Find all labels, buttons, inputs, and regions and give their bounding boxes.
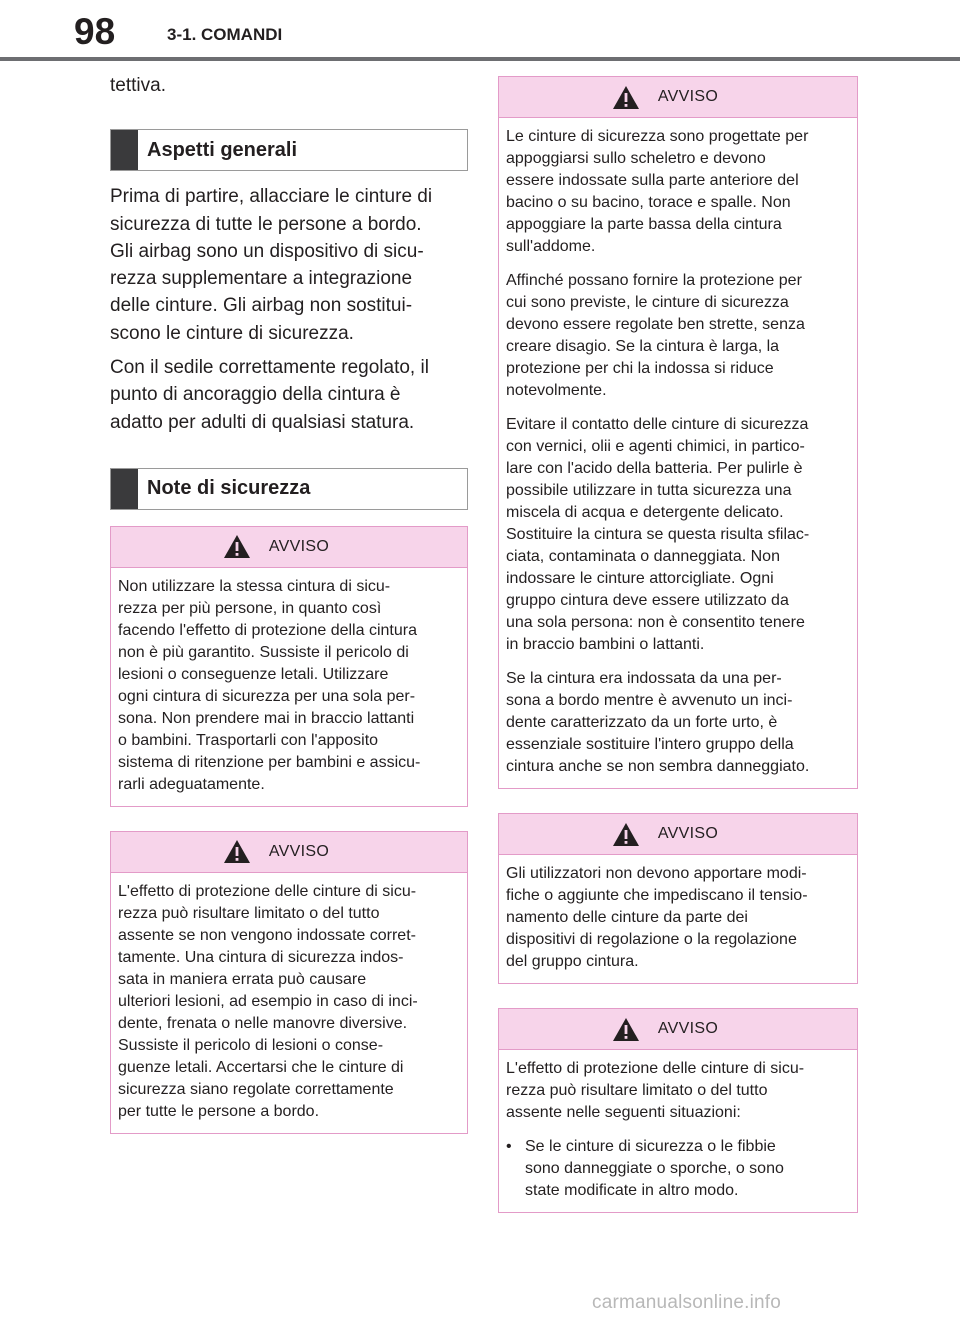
line: per tutte le persone a bordo. <box>118 1102 320 1120</box>
line: appoggiarsi sullo scheletro e devono <box>506 150 766 167</box>
line: sona a bordo mentre è avvenuto un inci- <box>506 692 793 709</box>
warning-triangle-icon <box>612 822 640 847</box>
warning-body <box>499 1050 857 1212</box>
line: indossare le cinture attorcigliate. Ogni <box>506 570 774 587</box>
line: o bambini. Trasportarli con l'apposito <box>118 731 379 749</box>
line: gruppo cintura deve essere utilizzato da <box>506 592 789 609</box>
warning-triangle-icon <box>612 1017 640 1042</box>
line: sona. Non prendere mai in braccio lattanti <box>118 709 415 727</box>
line: Gli airbag sono un dispositivo di sicu- <box>110 240 424 262</box>
line: bacino o su bacino, torace e spalle. Non <box>506 194 791 211</box>
warning-header <box>111 832 467 873</box>
line: Affinché possano fornire la protezione per <box>506 272 802 289</box>
line: namento delle cinture da parte dei <box>506 909 748 926</box>
line: state modificate in altro modo. <box>525 1182 739 1199</box>
warning-header <box>111 527 467 568</box>
warning-header <box>499 77 857 118</box>
warning-body <box>111 873 467 1133</box>
line: assente se non vengono indossate corret- <box>118 926 416 944</box>
line: sicurezza di tutte le persone a bordo. <box>110 213 422 235</box>
warning-paragraph <box>118 881 460 1123</box>
line: Sostituire la cintura se questa risulta sfilac- <box>506 526 810 543</box>
warning-box-5 <box>498 1008 858 1213</box>
line: sicurezza siano regolate correttamente <box>118 1080 394 1098</box>
warning-header <box>499 814 857 855</box>
general-paragraph-1 <box>110 183 468 347</box>
section-title-general: Aspetti generali <box>147 138 298 161</box>
left-column <box>110 62 468 1134</box>
line: Prima di partire, allacciare le cinture di <box>110 186 433 208</box>
warning-body <box>111 568 467 806</box>
line: Non utilizzare la stessa cintura di sicu- <box>118 577 391 595</box>
continuation-text <box>110 72 468 99</box>
warning-paragraph <box>506 414 850 656</box>
warning-paragraph <box>506 863 850 973</box>
line: tamente. Una cintura di sicurezza indos- <box>118 948 404 966</box>
warning-paragraph <box>506 126 850 258</box>
line: devono essere regolate ben strette, senza <box>506 316 805 333</box>
header-rule <box>0 57 960 61</box>
section-title-safety: Note di sicurezza <box>147 477 311 500</box>
warning-paragraph <box>118 576 460 796</box>
section-bar <box>111 469 138 509</box>
warning-triangle-icon <box>223 534 251 559</box>
line: Se le cinture di sicurezza o le fibbie <box>525 1138 776 1155</box>
general-paragraph-2 <box>110 354 468 436</box>
line: sata in maniera errata può causare <box>118 970 367 988</box>
line: appoggiare la parte bassa della cintura <box>506 216 782 233</box>
line: ciata, contaminata o danneggiata. Non <box>506 548 780 565</box>
warning-triangle-icon <box>612 85 640 110</box>
line: dispositivi di regolazione o la regolazione <box>506 931 797 948</box>
warning-title: AVVISO <box>268 842 330 860</box>
line: una sola persona: non è consentito tenere <box>506 614 805 631</box>
line: Se la cintura era indossata da una per- <box>506 670 782 687</box>
line: L'effetto di protezione delle cinture di sicu- <box>118 882 417 900</box>
line: Con il sedile correttamente regolato, il <box>110 357 429 379</box>
line: lesioni o conseguenze letali. Utilizzare <box>118 665 389 683</box>
bullet-item <box>506 1136 850 1202</box>
warning-title: AVVISO <box>657 1020 719 1037</box>
line: rarli adeguatamente. <box>118 775 265 793</box>
general-paragraphs <box>110 183 468 436</box>
warning-title: AVVISO <box>268 537 330 555</box>
line: dente, frenata o nelle manovre diversive. <box>118 1014 408 1032</box>
line: Sussiste il pericolo di lesioni o conse- <box>118 1036 384 1054</box>
bullet-marker: • <box>506 1138 512 1155</box>
line: sull'addome. <box>506 238 596 255</box>
line: Evitare il contatto delle cinture di sicurezza <box>506 416 809 433</box>
line: ogni cintura di sicurezza per una sola per- <box>118 687 416 705</box>
warning-title: AVVISO <box>657 825 719 842</box>
line: cintura anche se non sembra danneggiato. <box>506 758 810 775</box>
line: delle cinture. Gli airbag non sostitui- <box>110 295 413 317</box>
continuation-line: tettiva. <box>110 75 166 96</box>
line: lare con l'acido della batteria. Per pulirle è <box>506 460 803 477</box>
right-column <box>498 76 858 1213</box>
line: rezza può risultare limitato o del tutto <box>506 1082 768 1099</box>
line: rezza può risultare limitato o del tutto <box>118 904 380 922</box>
line: del gruppo cintura. <box>506 953 639 970</box>
line: notevolmente. <box>506 382 607 399</box>
line: cui sono previste, le cinture di sicurezza <box>506 294 789 311</box>
warning-box-2 <box>110 831 468 1134</box>
section-header-general <box>110 129 468 171</box>
line: scono le cinture di sicurezza. <box>110 322 354 344</box>
chapter-title: 3-1. COMANDI <box>167 25 283 44</box>
line: Le cinture di sicurezza sono progettate per <box>506 128 809 145</box>
line: essere indossate sulla parte anteriore del <box>506 172 799 189</box>
line: L'effetto di protezione delle cinture di sicu- <box>506 1060 805 1077</box>
line: dente caratterizzato da un forte urto, è <box>506 714 778 731</box>
line: facendo l'effetto di protezione della cintura <box>118 621 417 639</box>
watermark: carmanualsonline.info <box>592 1292 782 1313</box>
line: rezza per più persone, in quanto così <box>118 599 382 617</box>
warning-paragraph <box>506 270 850 402</box>
line: adatto per adulti di qualsiasi statura. <box>110 411 415 433</box>
line: fiche o aggiunte che impediscano il tensio- <box>506 887 808 904</box>
line: Gli utilizzatori non devono apportare modi- <box>506 865 807 882</box>
line: essenziale sostituire l'intero gruppo della <box>506 736 794 753</box>
warning-box-3 <box>498 76 858 789</box>
line: sono danneggiate o sporche, o sono <box>525 1160 784 1177</box>
bullet-text <box>525 1136 784 1202</box>
warning-body <box>499 118 857 788</box>
page-header <box>0 0 960 62</box>
warning-body <box>499 855 857 983</box>
line: miscela di acqua e detergente delicato. <box>506 504 784 521</box>
section-header-safety <box>110 468 468 510</box>
warning-triangle-icon <box>223 839 251 864</box>
line: con vernici, olii e agenti chimici, in partico- <box>506 438 805 455</box>
warning-header <box>499 1009 857 1050</box>
line: protezione per chi la indossa si riduce <box>506 360 774 377</box>
warning-paragraph <box>506 1058 850 1124</box>
line: non è più garantito. Sussiste il pericolo di <box>118 643 409 661</box>
line: possibile utilizzare in tutta sicurezza una <box>506 482 792 499</box>
line: ulteriori lesioni, ad esempio in caso di inci- <box>118 992 418 1010</box>
line: assente nelle seguenti situazioni: <box>506 1104 741 1121</box>
warning-title: AVVISO <box>657 88 719 105</box>
line: creare disagio. Se la cintura è larga, la <box>506 338 780 355</box>
line: punto di ancoraggio della cintura è <box>110 384 401 406</box>
page-number: 98 <box>74 11 116 52</box>
line: in braccio bambini o lattanti. <box>506 636 705 653</box>
warning-paragraph <box>506 668 850 778</box>
warning-box-4 <box>498 813 858 984</box>
line: rezza supplementare a integrazione <box>110 268 413 290</box>
line: guenze letali. Accertarsi che le cinture di <box>118 1058 404 1076</box>
line: sistema di ritenzione per bambini e assicu- <box>118 753 421 771</box>
warning-box-1 <box>110 526 468 807</box>
section-bar <box>111 130 138 170</box>
